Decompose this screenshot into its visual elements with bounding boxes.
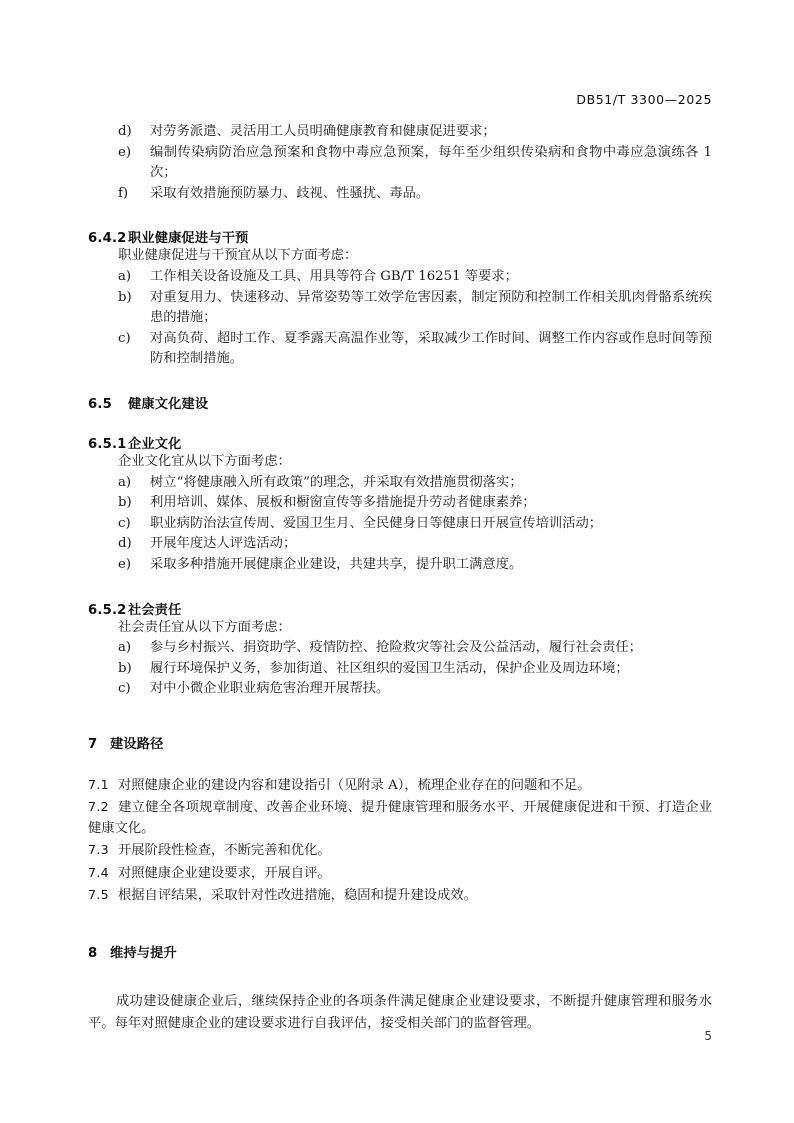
list-item-text: 对劳务派遣、灵活用工人员明确健康教育和健康促进要求；: [150, 124, 496, 139]
list-item: [88, 679, 712, 700]
heading-title: 健康文化建设: [128, 396, 209, 412]
list-item-text: 工作相关设备设施及工具、用具等符合 GB/T 16251 等要求；: [150, 268, 518, 284]
list-marker: e): [118, 556, 132, 572]
list-marker: b): [118, 660, 132, 676]
list-item: [88, 514, 712, 535]
clause-7-1: [88, 774, 712, 796]
standard-number: DB51/T 3300—2025: [576, 92, 712, 107]
list-marker: b): [118, 289, 132, 305]
heading-number: 8: [88, 946, 98, 962]
heading-6-5: [88, 393, 712, 412]
list-item: [88, 493, 712, 514]
clause-text: 对照健康企业的建设内容和建设指引（见附录 A），梳理企业存在的问题和不足。: [117, 777, 591, 793]
list-item-text: 履行环境保护义务，参加街道、社区组织的爱国卫生活动，保护企业及周边环境；: [150, 660, 629, 676]
heading-number: 6.5.2: [88, 602, 127, 618]
heading-title: 职业健康促进与干预: [128, 231, 249, 247]
list-marker: c): [118, 681, 131, 697]
list-6-5-1: [88, 473, 712, 576]
list-item: [88, 184, 712, 205]
clause-number: 7.3: [88, 842, 109, 858]
list-641-continued: [88, 122, 712, 204]
list-item-text: 树立“将健康融入所有政策”的理念，并采取有效措施贯彻落实；: [150, 474, 523, 490]
clause-7-4: [88, 862, 712, 884]
clause-text: 建立健全各项规章制度、改善企业环境、提升健康管理和服务水平、开展健康促进和干预、打造企业健康文化。: [88, 800, 712, 837]
list-marker: a): [118, 268, 132, 284]
clause-7-2: [88, 796, 712, 839]
heading-8: [88, 942, 712, 961]
heading-6-5-1: [88, 433, 712, 452]
leadin-6-4-2: 职业健康促进与干预宜从以下方面考虑：: [118, 248, 358, 264]
list-item: [88, 143, 712, 184]
page-footer: [84, 1029, 712, 1043]
clause-number: 7.4: [88, 864, 109, 880]
clause-text: 开展阶段性检查，不断完善和优化。: [117, 843, 331, 859]
leadin-6-5-1: 企业文化宜从以下方面考虑：: [118, 453, 291, 469]
clause-number: 7.5: [88, 886, 109, 902]
list-item-text: 开展年度达人评选活动；: [150, 536, 297, 552]
list-marker: c): [118, 330, 131, 346]
heading-7: [88, 733, 712, 752]
clause-text: 对照健康企业建设要求，开展自评。: [117, 865, 331, 881]
list-item-text: 利用培训、媒体、展板和橱窗宣传等多措施提升劳动者健康素养；: [150, 495, 536, 511]
list-item-text: 编制传染病防治应急预案和食物中毒应急预案，每年至少组织传染病和食物中毒应急演练各 1 次；: [150, 144, 712, 181]
list-marker: e): [118, 144, 132, 160]
heading-title: 社会责任: [128, 602, 182, 618]
list-item: [88, 329, 712, 370]
heading-title: 维持与提升: [110, 946, 177, 962]
list-item: [88, 659, 712, 680]
spacer: [88, 752, 712, 774]
heading-6-5-2: [88, 599, 712, 618]
list-6-5-2: [88, 638, 712, 700]
heading-number: 7: [88, 736, 98, 752]
clause-number: 7.1: [88, 776, 109, 792]
document-content: [88, 122, 712, 1034]
heading-number: 6.5: [88, 396, 112, 412]
heading-number: 6.5.1: [88, 436, 127, 452]
list-item-text: 职业病防治法宣传周、爱国卫生月、全民健身日等健康日开展宣传培训活动；: [150, 515, 603, 531]
list-item: [88, 267, 712, 288]
list-item: [88, 534, 712, 555]
list-item: [88, 638, 712, 659]
list-item: [88, 555, 712, 576]
list-marker: a): [118, 474, 132, 490]
list-item-text: 参与乡村振兴、捐资助学、疫情防控、抢险救灾等社会及公益活动，履行社会责任；: [150, 640, 642, 656]
list-marker: b): [118, 495, 132, 511]
list-item: [88, 122, 712, 143]
list-item: [88, 288, 712, 329]
heading-number: 6.4.2: [88, 231, 127, 247]
running-header: [84, 92, 712, 107]
list-item-text: 对重复用力、快速移动、异常姿势等工效学危害因素，制定预防和控制工作相关肌肉骨骼系统疾患的措施；: [150, 289, 712, 326]
list-marker: d): [118, 124, 132, 139]
clause-7-3: [88, 839, 712, 861]
clause-7-5: [88, 884, 712, 906]
heading-title: 企业文化: [128, 436, 182, 452]
list-marker: c): [118, 515, 131, 531]
list-item-text: 采取有效措施预防暴力、歧视、性骚扰、毒品。: [150, 185, 430, 201]
list-marker: f): [118, 185, 129, 201]
paragraph-8: 成功建设健康企业后，继续保持企业的各项条件满足健康企业建设要求，不断提升健康管理和服务水平。每年对照健康企业的建设要求进行自我评估，接受相关部门的监督管理。: [88, 994, 712, 1031]
list-marker: a): [118, 640, 132, 656]
list-marker: d): [118, 536, 132, 552]
list-6-4-2: [88, 267, 712, 370]
list-item-text: 对高负荷、超时工作、夏季露天高温作业等，采取减少工作时间、调整工作内容或作息时间等预防和控制措施。: [150, 330, 712, 367]
leadin-6-5-2: 社会责任宜从以下方面考虑：: [118, 619, 291, 635]
clause-text: 根据自评结果，采取针对性改进措施，稳固和提升建设成效。: [117, 887, 477, 903]
heading-title: 建设路径: [110, 736, 164, 752]
list-item-text: 对中小微企业职业病危害治理开展帮扶。: [150, 681, 390, 697]
heading-6-4-2: [88, 227, 712, 246]
clause-number: 7.2: [88, 799, 109, 815]
list-item: [88, 473, 712, 494]
page-number: 5: [704, 1029, 712, 1043]
spacer: [88, 961, 712, 991]
list-item-text: 采取多种措施开展健康企业建设，共建共享，提升职工满意度。: [150, 556, 523, 572]
